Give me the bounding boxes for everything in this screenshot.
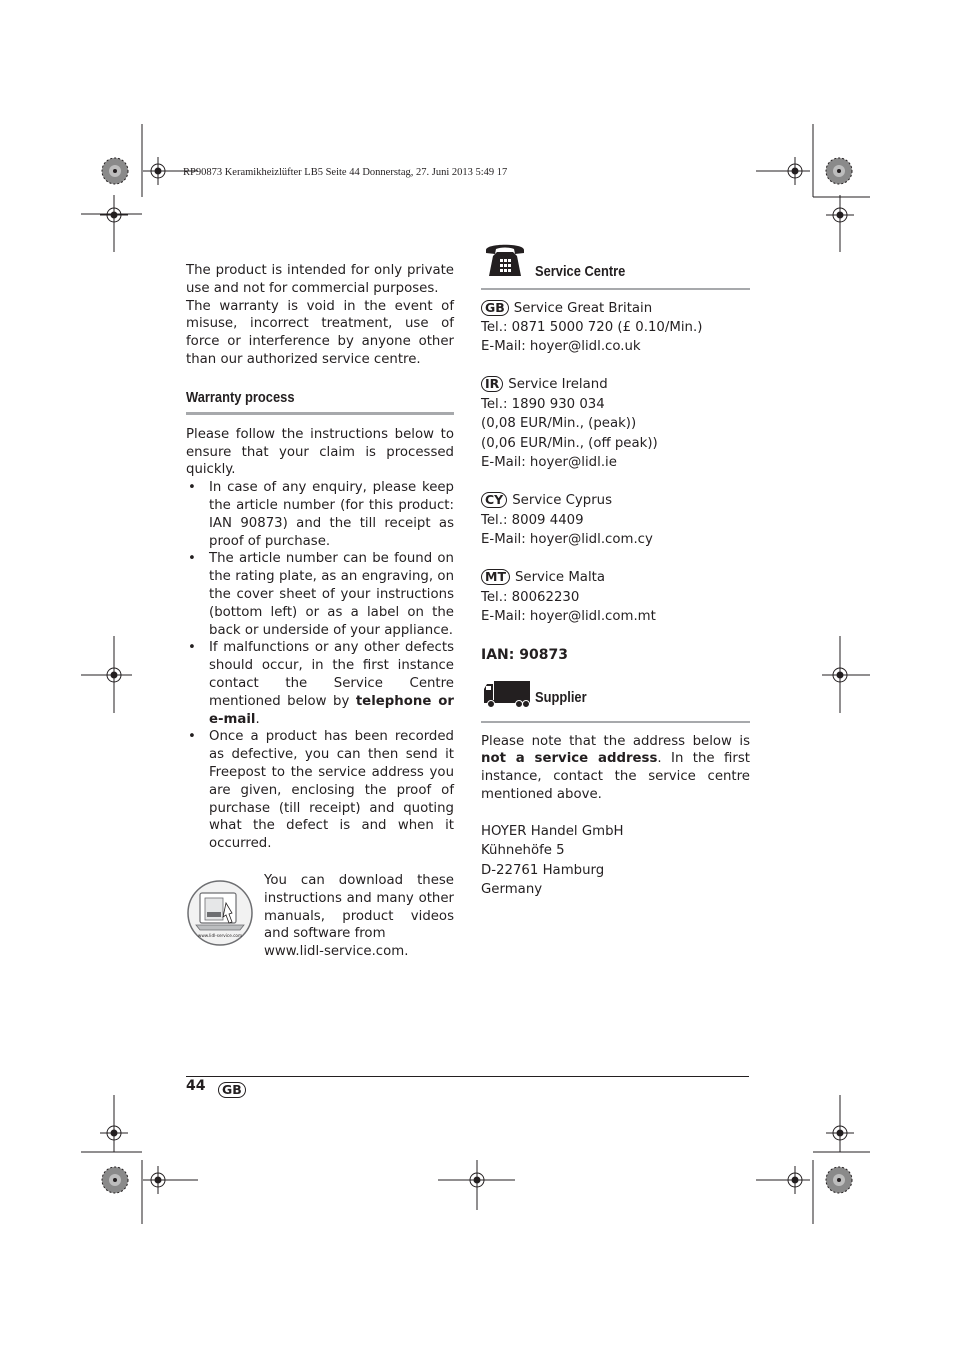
warranty-steps-list [186,479,454,853]
service-cy-name: CY Service Cyprus [481,491,750,511]
service-ir-rate-offpeak: (0,06 EUR/Min., (off peak)) [481,435,658,451]
print-info-line: RP90873 Keramikheizlüfter LB5 Seite 44 Donnerstag, 27. Juni 2013 5:49 17 [183,167,508,178]
warranty-intro: Please follow the instructions below to ensure that your claim is processed quickly. [186,426,454,478]
lidl-service-download-icon [186,879,254,947]
telephone-icon [483,240,527,282]
service-cy-email: E-Mail: hoyer@lidl.com.cy [481,532,653,548]
right-column [481,236,750,900]
country-badge-cy: CY [481,492,507,508]
download-text: You can download these instructions and many other manuals, product videos and software from [264,872,454,942]
service-centre-heading: Service Centre [535,263,626,280]
footer-country-badge: GB [218,1079,251,1098]
service-centre-header [481,236,750,280]
left-column [186,262,454,962]
bullet: • [188,480,196,496]
address-street: Kühnehöfe 5 [481,843,565,859]
intro-paragraph: The product is intended for only private use and not for commercial purposes. [186,263,454,296]
country-badge-ir: IR [481,376,503,392]
address-company: HOYER Handel GmbH [481,823,624,839]
bullet: • [188,729,196,745]
list-item: • The article number can be found on the rating plate, as an engraving, on the cover sheet of your instructions (bottom left) or as a label on the back or underside of your appliance. [188,551,454,638]
download-block [186,872,454,962]
address-city: D-22761 Hamburg [481,862,605,878]
footer-rule [186,1076,749,1077]
service-ir-rate-peak: (0,08 EUR/Min., (peak)) [481,416,637,432]
qr-url-label: www.lidl-service.com [197,932,243,938]
supplier-note: Please note that the address below is not a service address. In the first instance, contact the service centre mentioned above. [481,733,750,802]
address-country: Germany [481,882,543,898]
supplier-heading: Supplier [535,688,587,706]
bullet: • [188,640,196,656]
list-item: • Once a product has been recorded as defective, you can then send it Freepost to the service address you are given, enclosing the proof of purchase (till receipt) and quoting what the defect is and when it occurred. [188,729,454,852]
service-mt-phone: Tel.: 80062230 [481,589,580,605]
bullet: • [188,551,196,567]
service-ir-name: IR Service Ireland [481,375,750,395]
service-mt-email: E-Mail: hoyer@lidl.com.mt [481,609,656,625]
contact-method: telephone or e-mail [209,693,454,727]
service-gb-email: E-Mail: hoyer@lidl.co.uk [481,339,641,355]
service-ir-phone: Tel.: 1890 930 034 [481,396,605,412]
download-link[interactable]: www.lidl-service.com. [264,944,409,960]
ian-number: IAN: 90873 [481,646,568,663]
supplier-header [481,679,750,717]
truck-icon [483,679,531,713]
list-item: • If malfunctions or any other defects should occur, in the first instance contact the Service Centre mentioned below by telephone or e-mail. [188,640,454,727]
list-item: • In case of any enquiry, please keep the article number (for this product: IAN 90873) and the till receipt as proof of purchase. [188,480,454,549]
service-gb-phone: Tel.: 0871 5000 720 (£ 0.10/Min.) [481,319,703,335]
service-ir-email: E-Mail: hoyer@lidl.ie [481,455,617,471]
service-cy-phone: Tel.: 8009 4409 [481,512,584,528]
page-number: 44 [186,1078,206,1094]
service-gb-name: GB Service Great Britain [481,300,750,318]
country-badge-gb: GB [481,300,509,316]
country-badge-mt: MT [481,569,510,585]
service-mt-name: MT Service Malta [481,568,750,588]
warranty-void-paragraph: The warranty is void in the event of misuse, incorrect treatment, use of force or interference by anyone other than our authorized service centre. [186,298,454,367]
warranty-process-heading: Warranty process [186,388,295,406]
